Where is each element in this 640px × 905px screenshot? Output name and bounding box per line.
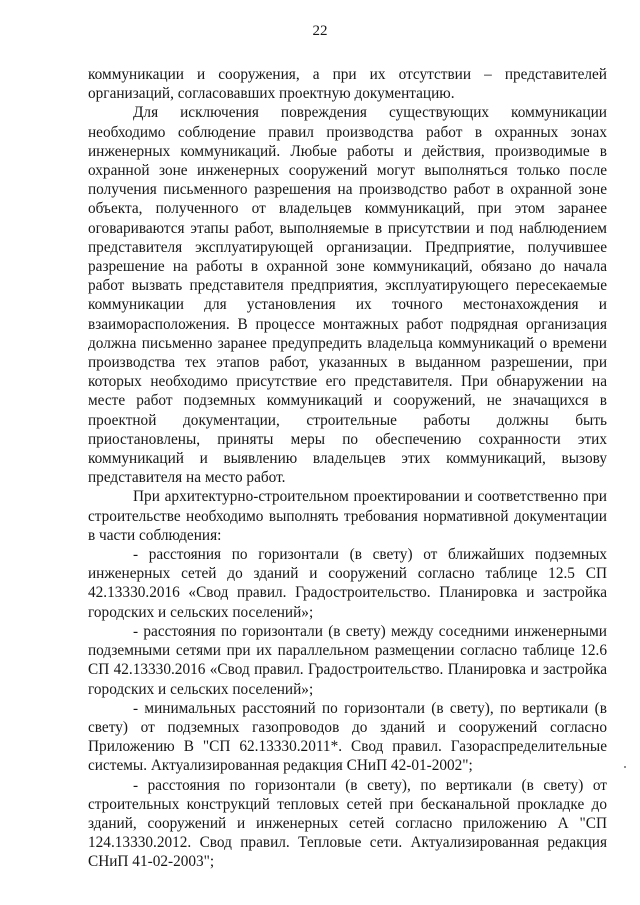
list-item-gas-pipelines: - минимальных расстояний по горизонтали (в свету), по вертикали (в свету) от подземных газопроводов до зданий и сооружений согласно Приложению В "СП 62.13330.2011*. Свод правил. Газораспределительные системы. Актуализированная редакция СНиП 42-01-2002"; — [88, 699, 607, 775]
list-item-utility-distances: - расстояния по горизонтали (в свету) от ближайших подземных инженерных сетей до зданий и сооружений согласно таблице 12.5 СП 42.13330.2016 «Свод правил. Градостроительство. Планировка и застройка городских и сельских поселений»; — [88, 546, 607, 621]
list-item-heating-networks: - расстояния по горизонтали (в свету), по вертикали (в свету) от строительных конструкций тепловых сетей при бесканальной прокладке до зданий, сооружений и инженерных сетей согласно приложению А "СП 124.13330.2012. Свод правил. Тепловые сети. Актуализированная редакция СНиП 41-02-2003"; — [88, 776, 607, 871]
document-body — [88, 65, 607, 872]
scan-speck — [624, 766, 626, 768]
paragraph-continuation: коммуникации и сооружения, а при их отсутствии – представителей организаций, согласовавших проектную документацию. — [88, 66, 607, 103]
paragraph-protection-zones: Для исключения повреждения существующих коммуникации необходимо соблюдение правил производства работ в охранных зонах инженерных коммуникаций. Любые работы и действия, производимые в охранной зоне инженерных сооружений могут выполняться только после получения письменного разрешения на производство работ в охранной зоне объекта, полученного от владельцев коммуникаций, при этом заранее оговариваются этапы работ, выполняемые в присутствии и под наблюдением представителя эксплуатирующей организации. Предприятие, получившее разрешение на работы в охранной зоне коммуникаций, обязано до начала работ вызвать представителя предприятия, эксплуатирующего пересекаемые коммуникации для установления их точного местонахождения и взаиморасположения. В процессе монтажных работ подрядная организация должна письменно заранее предупредить владельца коммуникаций о времени производства тех этапов работ, указанных в выданном разрешении, при которых необходимо присутствие его представителя. При обнаружении на месте работ подземных коммуникаций и сооружений, не значащихся в проектной документации, строительные работы должны быть приостановлены, приняты меры по обеспечению сохранности этих коммуникаций и выявлению владельцев этих коммуникаций, вызову представителя на место работ. — [88, 104, 607, 487]
list-item-parallel-networks: - расстояния по горизонтали (в свету) между соседними инженерными подземными сетями при их параллельном размещении согласно таблице 12.6 СП 42.13330.2016 «Свод правил. Градостроительство. Планировка и застройка городских и сельских поселений»; — [88, 622, 607, 698]
paragraph-design-requirements: При архитектурно-строительном проектировании и соответственно при строительстве необходимо выполнять требования нормативной документации в части соблюдения: — [88, 488, 607, 544]
page-number: 22 — [312, 23, 328, 39]
